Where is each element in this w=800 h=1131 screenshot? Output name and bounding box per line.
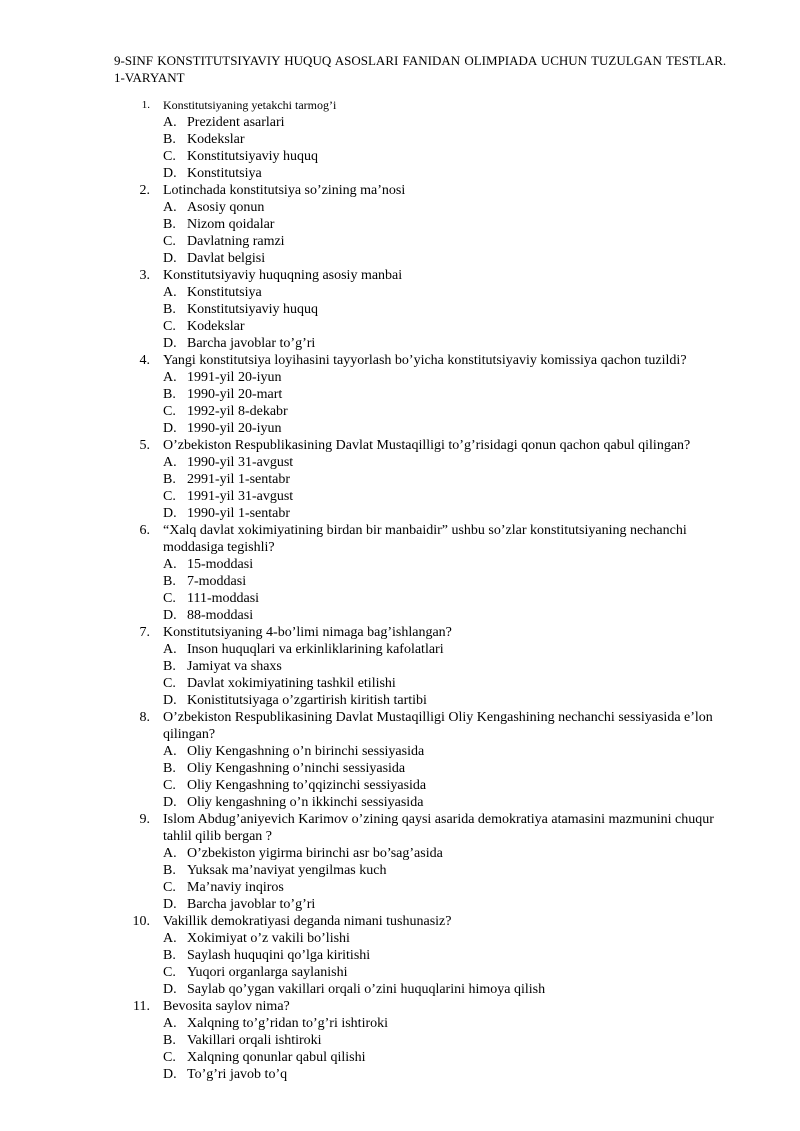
option-letter: B. <box>163 761 176 776</box>
option-text: Oliy Kengashning o’ninchi sessiyasida <box>187 761 406 776</box>
option-letter: C. <box>163 778 176 793</box>
answer-option <box>0 947 800 964</box>
answer-option <box>0 335 800 352</box>
option-list <box>0 743 800 811</box>
answer-option <box>0 284 800 301</box>
answer-option <box>0 216 800 233</box>
option-text: Oliy Kengashning o’n birinchi sessiyasida <box>187 744 425 759</box>
answer-option <box>0 1066 800 1083</box>
option-letter: D. <box>163 166 177 181</box>
option-letter: B. <box>163 217 176 232</box>
answer-option <box>0 454 800 471</box>
option-text: 1991-yil 20-iyun <box>187 370 282 385</box>
question-row <box>0 437 800 454</box>
option-letter: C. <box>163 404 176 419</box>
question-row <box>0 97 800 114</box>
option-list <box>0 454 800 522</box>
question-text: Yangi konstitutsiya loyihasini tayyorlash bo’yicha konstitutsiyaviy komissiya qachon tuzildi? <box>163 353 687 368</box>
answer-option <box>0 879 800 896</box>
option-list <box>0 284 800 352</box>
question-item <box>0 352 800 437</box>
option-letter: D. <box>163 982 177 997</box>
question-text: O’zbekiston Respublikasining Davlat Mustaqilligi Oliy Kengashining nechanchi sessiyasida e’lon qilingan? <box>163 710 713 742</box>
answer-option <box>0 233 800 250</box>
option-text: 1992-yil 8-dekabr <box>187 404 288 419</box>
option-text: Davlat belgisi <box>187 251 266 266</box>
question-row <box>0 522 800 556</box>
option-letter: A. <box>163 744 177 759</box>
answer-option <box>0 794 800 811</box>
option-text: 1990-yil 20-mart <box>187 387 283 402</box>
option-letter: A. <box>163 285 177 300</box>
option-text: 111-moddasi <box>187 591 260 606</box>
answer-option <box>0 301 800 318</box>
option-text: 15-moddasi <box>187 557 254 572</box>
option-list <box>0 845 800 913</box>
option-text: Prezident asarlari <box>187 115 285 130</box>
option-letter: C. <box>163 1050 176 1065</box>
question-number: 10. <box>132 914 150 929</box>
answer-option <box>0 896 800 913</box>
option-list <box>0 369 800 437</box>
document-title: 9-SINF KONSTITUTSIYAVIY HUQUQ ASOSLARI FANIDAN OLIMPIADA UCHUN TUZULGAN TESTLAR. 1-VARYANT <box>114 53 727 85</box>
answer-option <box>0 1032 800 1049</box>
question-item <box>0 267 800 352</box>
option-letter: D. <box>163 336 177 351</box>
option-letter: C. <box>163 149 176 164</box>
answer-option <box>0 675 800 692</box>
option-text: Konistitutsiyaga o’zgartirish kiritish tartibi <box>187 693 427 708</box>
question-text: Konstitutsiyaning yetakchi tarmog’i <box>163 98 337 112</box>
question-item <box>0 522 800 624</box>
option-text: Barcha javoblar to’g’ri <box>187 336 316 351</box>
option-text: Xalqning qonunlar qabul qilishi <box>187 1050 366 1065</box>
answer-option <box>0 403 800 420</box>
option-text: Oliy Kengashning to’qqizinchi sessiyasida <box>187 778 427 793</box>
option-text: Inson huquqlari va erkinliklarining kafolatlari <box>187 642 444 657</box>
option-list <box>0 641 800 709</box>
answer-option <box>0 369 800 386</box>
answer-option <box>0 386 800 403</box>
question-text: Islom Abdug’aniyevich Karimov o’zining qaysi asarida demokratiya atamasini mazmunini chuqur tahlil qilib bergan ? <box>163 812 714 844</box>
option-letter: A. <box>163 642 177 657</box>
option-list <box>0 1015 800 1083</box>
option-text: Nizom qoidalar <box>187 217 275 232</box>
option-letter: B. <box>163 472 176 487</box>
option-text: Konstitutsiyaviy huquq <box>187 302 319 317</box>
option-letter: D. <box>163 1067 177 1082</box>
answer-option <box>0 318 800 335</box>
option-text: To’g’ri javob to’q <box>187 1067 288 1082</box>
question-number: 8. <box>139 710 150 725</box>
question-number: 11. <box>133 999 150 1014</box>
answer-option <box>0 862 800 879</box>
option-letter: B. <box>163 574 176 589</box>
question-text: Konstitutsiyaning 4-bo’limi nimaga bag’ishlangan? <box>163 625 452 640</box>
question-row <box>0 811 800 845</box>
option-text: 1991-yil 31-avgust <box>187 489 294 504</box>
question-number: 7. <box>139 625 150 640</box>
answer-option <box>0 420 800 437</box>
option-letter: B. <box>163 132 176 147</box>
option-letter: C. <box>163 591 176 606</box>
option-list <box>0 556 800 624</box>
answer-option <box>0 590 800 607</box>
option-letter: A. <box>163 931 177 946</box>
option-text: Kodekslar <box>187 132 245 147</box>
answer-option <box>0 114 800 131</box>
answer-option <box>0 743 800 760</box>
option-letter: B. <box>163 387 176 402</box>
option-letter: B. <box>163 302 176 317</box>
option-letter: D. <box>163 251 177 266</box>
answer-option <box>0 148 800 165</box>
question-item <box>0 182 800 267</box>
question-row <box>0 267 800 284</box>
option-letter: D. <box>163 693 177 708</box>
question-number: 6. <box>139 523 150 538</box>
option-letter: B. <box>163 863 176 878</box>
question-list <box>0 97 800 1083</box>
question-row <box>0 182 800 199</box>
question-row <box>0 998 800 1015</box>
answer-option <box>0 641 800 658</box>
option-letter: C. <box>163 489 176 504</box>
question-number: 4. <box>139 353 150 368</box>
option-text: Konstitutsiyaviy huquq <box>187 149 319 164</box>
option-letter: C. <box>163 965 176 980</box>
answer-option <box>0 964 800 981</box>
question-number: 3. <box>139 268 150 283</box>
option-letter: A. <box>163 557 177 572</box>
option-text: Barcha javoblar to’g’ri <box>187 897 316 912</box>
option-text: Davlatning ramzi <box>187 234 285 249</box>
option-letter: A. <box>163 846 177 861</box>
question-text: Bevosita saylov nima? <box>163 999 290 1014</box>
option-text: Asosiy qonun <box>187 200 265 215</box>
question-number: 5. <box>139 438 150 453</box>
question-item <box>0 624 800 709</box>
option-letter: D. <box>163 506 177 521</box>
option-text: 1990-yil 20-iyun <box>187 421 282 436</box>
answer-option <box>0 250 800 267</box>
option-letter: A. <box>163 115 177 130</box>
option-text: Konstitutsiya <box>187 285 262 300</box>
option-text: Xalqning to’g’ridan to’g’ri ishtiroki <box>187 1016 389 1031</box>
question-item <box>0 709 800 811</box>
option-text: Ma’naviy inqiros <box>187 880 284 895</box>
option-letter: D. <box>163 608 177 623</box>
answer-option <box>0 488 800 505</box>
question-number: 9. <box>139 812 150 827</box>
answer-option <box>0 505 800 522</box>
option-text: 88-moddasi <box>187 608 254 623</box>
question-item <box>0 998 800 1083</box>
option-letter: A. <box>163 200 177 215</box>
answer-option <box>0 777 800 794</box>
question-row <box>0 352 800 369</box>
answer-option <box>0 607 800 624</box>
question-number: 2. <box>139 183 150 198</box>
answer-option <box>0 930 800 947</box>
option-text: 2991-yil 1-sentabr <box>187 472 291 487</box>
question-item <box>0 97 800 182</box>
option-text: Saylash huquqini qo’lga kiritishi <box>187 948 371 963</box>
answer-option <box>0 845 800 862</box>
option-text: 7-moddasi <box>187 574 247 589</box>
option-text: Konstitutsiya <box>187 166 262 181</box>
answer-option <box>0 981 800 998</box>
option-letter: B. <box>163 659 176 674</box>
answer-option <box>0 131 800 148</box>
option-list <box>0 199 800 267</box>
question-text: Lotinchada konstitutsiya so’zining ma’nosi <box>163 183 406 198</box>
option-letter: D. <box>163 421 177 436</box>
option-letter: B. <box>163 1033 176 1048</box>
option-list <box>0 930 800 998</box>
option-letter: A. <box>163 370 177 385</box>
answer-option <box>0 1049 800 1066</box>
question-row <box>0 709 800 743</box>
question-row <box>0 624 800 641</box>
answer-option <box>0 658 800 675</box>
answer-option <box>0 692 800 709</box>
option-text: Yuqori organlarga saylanishi <box>187 965 348 980</box>
option-letter: D. <box>163 795 177 810</box>
answer-option <box>0 165 800 182</box>
option-letter: C. <box>163 234 176 249</box>
question-row <box>0 913 800 930</box>
option-letter: A. <box>163 1016 177 1031</box>
option-letter: A. <box>163 455 177 470</box>
option-text: 1990-yil 31-avgust <box>187 455 294 470</box>
question-text: “Xalq davlat xokimiyatining birdan bir manbaidir” ushbu so’zlar konstitutsiyaning nechanchi moddasiga tegishli? <box>163 523 687 555</box>
option-letter: C. <box>163 676 176 691</box>
answer-option <box>0 573 800 590</box>
option-text: Davlat xokimiyatining tashkil etilishi <box>187 676 396 691</box>
answer-option <box>0 760 800 777</box>
option-text: 1990-yil 1-sentabr <box>187 506 291 521</box>
answer-option <box>0 199 800 216</box>
answer-option <box>0 471 800 488</box>
question-text: Konstitutsiyaviy huquqning asosiy manbai <box>163 268 403 283</box>
question-text: Vakillik demokratiyasi deganda nimani tushunasiz? <box>163 914 452 929</box>
answer-option <box>0 1015 800 1032</box>
question-number: 1. <box>141 99 150 111</box>
option-letter: D. <box>163 897 177 912</box>
option-text: O’zbekiston yigirma birinchi asr bo’sag’asida <box>187 846 443 861</box>
option-letter: B. <box>163 948 176 963</box>
option-letter: C. <box>163 880 176 895</box>
question-item <box>0 437 800 522</box>
option-text: Xokimiyat o’z vakili bo’lishi <box>187 931 350 946</box>
question-item <box>0 811 800 913</box>
question-text: O’zbekiston Respublikasining Davlat Mustaqilligi to’g’risidagi qonun qachon qabul qilingan? <box>163 438 691 453</box>
answer-option <box>0 556 800 573</box>
option-text: Kodekslar <box>187 319 245 334</box>
option-text: Vakillari orqali ishtiroki <box>187 1033 322 1048</box>
question-item <box>0 913 800 998</box>
option-text: Saylab qo’ygan vakillari orqali o’zini huquqlarini himoya qilish <box>187 982 546 997</box>
option-text: Jamiyat va shaxs <box>187 659 282 674</box>
option-text: Yuksak ma’naviyat yengilmas kuch <box>187 863 387 878</box>
option-text: Oliy kengashning o’n ikkinchi sessiyasida <box>187 795 424 810</box>
option-list <box>0 114 800 182</box>
option-letter: C. <box>163 319 176 334</box>
